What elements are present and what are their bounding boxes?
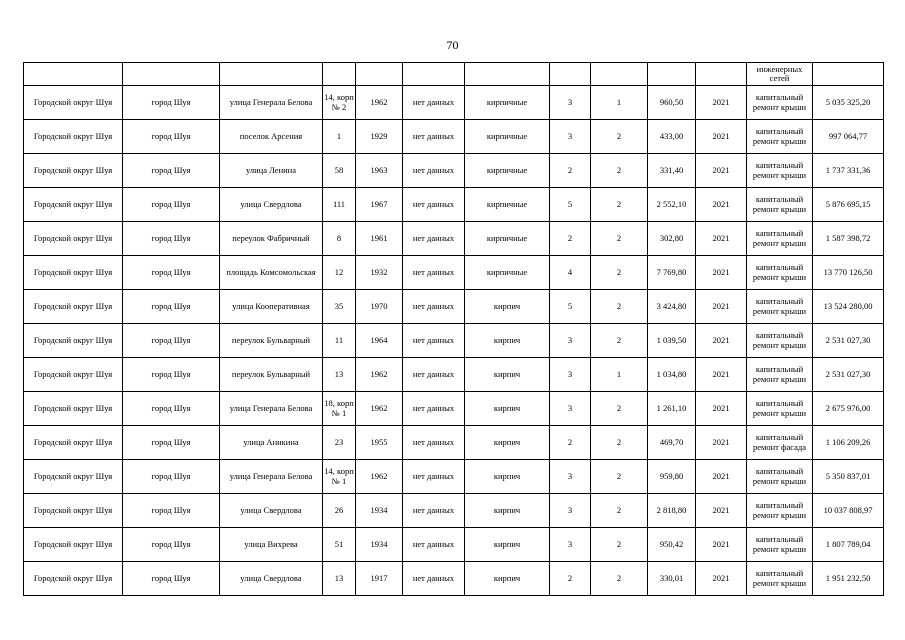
cell-street: площадь Комсомольская [220,256,323,290]
cell-area: 1 034,80 [648,358,696,392]
cell-year: 1964 [356,324,403,358]
cell-material: кирпичные [465,256,550,290]
cell-work-type: капитальный ремонт фасада [747,426,813,460]
cell-municipality: Городской округ Шуя [24,86,123,120]
cell-year: 1963 [356,154,403,188]
cell-floors: 3 [550,494,591,528]
cell-plan-year: 2021 [696,426,747,460]
cell-house: 1 [323,120,356,154]
cell-area: 1 261,10 [648,392,696,426]
cell-house: 26 [323,494,356,528]
table-row [24,562,884,596]
table-row [24,528,884,562]
cell-street: улица Генерала Белова [220,86,323,120]
cell-area [648,63,696,86]
cell-material: кирпич [465,324,550,358]
cell-work-type: капитальный ремонт крыши [747,120,813,154]
cell-year: 1934 [356,528,403,562]
cell-work-type: капитальный ремонт крыши [747,494,813,528]
cell-floors: 3 [550,460,591,494]
table-row [24,188,884,222]
cell-settlement: город Шуя [123,290,220,324]
cell-plan-year: 2021 [696,358,747,392]
cell-settlement: город Шуя [123,120,220,154]
cell-house: 35 [323,290,356,324]
cell-settlement: город Шуя [123,528,220,562]
cell-work-type: капитальный ремонт крыши [747,290,813,324]
cell-settlement: город Шуя [123,494,220,528]
cell-floors: 2 [550,154,591,188]
cell-plan-year: 2021 [696,528,747,562]
table-row [24,494,884,528]
cell-settlement [123,63,220,86]
cell-plan-year: 2021 [696,86,747,120]
cell-area: 1 039,50 [648,324,696,358]
cell-house: 11 [323,324,356,358]
cell-cost: 1 737 331,36 [813,154,884,188]
cell-material [465,63,550,86]
cell-floors [550,63,591,86]
cell-entrances: 2 [591,392,648,426]
cell-year: 1962 [356,460,403,494]
cell-municipality: Городской округ Шуя [24,324,123,358]
cell-entrances: 2 [591,256,648,290]
cell-cost: 5 035 325,20 [813,86,884,120]
cell-municipality: Городской округ Шуя [24,290,123,324]
cell-entrances: 2 [591,460,648,494]
cell-cost: 5 350 837,01 [813,460,884,494]
cell-work-type: капитальный ремонт крыши [747,324,813,358]
cell-material: кирпич [465,358,550,392]
cell-floors: 2 [550,222,591,256]
cell-house: 51 [323,528,356,562]
cell-material: кирпич [465,528,550,562]
cell-date: нет данных [403,222,465,256]
cell-entrances: 1 [591,86,648,120]
cell-work-type: капитальный ремонт крыши [747,86,813,120]
cell-area: 2 552,10 [648,188,696,222]
cell-entrances: 2 [591,120,648,154]
cell-date: нет данных [403,120,465,154]
cell-plan-year [696,63,747,86]
cell-cost: 13 524 280,00 [813,290,884,324]
cell-year: 1917 [356,562,403,596]
cell-entrances: 1 [591,358,648,392]
cell-floors: 3 [550,86,591,120]
cell-material: кирпич [465,494,550,528]
cell-material: кирпичные [465,86,550,120]
cell-cost [813,63,884,86]
cell-year: 1961 [356,222,403,256]
cell-cost: 13 770 126,50 [813,256,884,290]
table-row [24,290,884,324]
cell-material: кирпич [465,392,550,426]
cell-date: нет данных [403,256,465,290]
cell-cost: 2 531 027,30 [813,324,884,358]
cell-floors: 3 [550,528,591,562]
cell-material: кирпич [465,426,550,460]
cell-municipality: Городской округ Шуя [24,528,123,562]
cell-street: поселок Арсения [220,120,323,154]
cell-area: 433,00 [648,120,696,154]
cell-street [220,63,323,86]
cell-settlement: город Шуя [123,324,220,358]
cell-work-type: капитальный ремонт крыши [747,256,813,290]
cell-floors: 2 [550,426,591,460]
cell-area: 3 424,80 [648,290,696,324]
cell-house: 111 [323,188,356,222]
cell-street: переулок Бульварный [220,358,323,392]
cell-date: нет данных [403,324,465,358]
cell-street: улица Ленина [220,154,323,188]
table-row-continued [24,63,884,86]
cell-area: 330,01 [648,562,696,596]
cell-work-type: капитальный ремонт крыши [747,562,813,596]
cell-entrances: 2 [591,188,648,222]
cell-plan-year: 2021 [696,324,747,358]
cell-house: 14, корп № 2 [323,86,356,120]
cell-entrances: 2 [591,562,648,596]
cell-plan-year: 2021 [696,562,747,596]
cell-house: 13 [323,358,356,392]
cell-floors: 5 [550,188,591,222]
cell-street: улица Генерала Белова [220,392,323,426]
table-row [24,392,884,426]
cell-street: улица Вихрева [220,528,323,562]
cell-area: 302,80 [648,222,696,256]
cell-house: 8 [323,222,356,256]
cell-municipality: Городской округ Шуя [24,460,123,494]
cell-entrances: 2 [591,528,648,562]
cell-entrances: 2 [591,290,648,324]
cell-house: 23 [323,426,356,460]
cell-municipality: Городской округ Шуя [24,154,123,188]
cell-floors: 5 [550,290,591,324]
cell-material: кирпич [465,562,550,596]
cell-year: 1962 [356,392,403,426]
cell-year: 1962 [356,358,403,392]
cell-date: нет данных [403,358,465,392]
cell-street: переулок Бульварный [220,324,323,358]
cell-area: 2 818,80 [648,494,696,528]
table-row [24,120,884,154]
cell-settlement: город Шуя [123,256,220,290]
cell-municipality: Городской округ Шуя [24,426,123,460]
cell-settlement: город Шуя [123,392,220,426]
cell-entrances: 2 [591,222,648,256]
cell-house [323,63,356,86]
cell-floors: 3 [550,120,591,154]
cell-work-type: капитальный ремонт крыши [747,528,813,562]
cell-work-type: инженерных сетей [747,63,813,86]
cell-plan-year: 2021 [696,154,747,188]
cell-floors: 3 [550,358,591,392]
cell-year: 1934 [356,494,403,528]
cell-date: нет данных [403,494,465,528]
cell-year [356,63,403,86]
cell-cost: 997 064,77 [813,120,884,154]
cell-street: улица Свердлова [220,188,323,222]
cell-work-type: капитальный ремонт крыши [747,154,813,188]
cell-cost: 10 037 808,97 [813,494,884,528]
cell-year: 1955 [356,426,403,460]
cell-plan-year: 2021 [696,222,747,256]
cell-municipality [24,63,123,86]
cell-floors: 2 [550,562,591,596]
cell-work-type: капитальный ремонт крыши [747,460,813,494]
cell-work-type: капитальный ремонт крыши [747,222,813,256]
cell-entrances [591,63,648,86]
cell-street: улица Кооперативная [220,290,323,324]
cell-house: 18, корп № 1 [323,392,356,426]
cell-material: кирпичные [465,188,550,222]
cell-municipality: Городской округ Шуя [24,494,123,528]
cell-area: 950,42 [648,528,696,562]
cell-floors: 4 [550,256,591,290]
cell-settlement: город Шуя [123,86,220,120]
cell-date [403,63,465,86]
cell-house: 58 [323,154,356,188]
cell-settlement: город Шуя [123,154,220,188]
cell-entrances: 2 [591,154,648,188]
cell-material: кирпичные [465,222,550,256]
cell-date: нет данных [403,290,465,324]
cell-entrances: 2 [591,426,648,460]
cell-work-type: капитальный ремонт крыши [747,392,813,426]
cell-entrances: 2 [591,324,648,358]
cell-year: 1929 [356,120,403,154]
page-number: 70 [446,38,459,52]
cell-settlement: город Шуя [123,188,220,222]
cell-date: нет данных [403,562,465,596]
table-row [24,324,884,358]
cell-street: улица Аникина [220,426,323,460]
table-row [24,256,884,290]
cell-date: нет данных [403,154,465,188]
cell-year: 1932 [356,256,403,290]
cell-material: кирпичные [465,154,550,188]
table-body [24,63,884,596]
cell-settlement: город Шуя [123,426,220,460]
cell-plan-year: 2021 [696,392,747,426]
cell-date: нет данных [403,392,465,426]
table-row [24,460,884,494]
cell-area: 959,80 [648,460,696,494]
cell-work-type: капитальный ремонт крыши [747,358,813,392]
housing-register-table [23,62,884,596]
cell-municipality: Городской округ Шуя [24,358,123,392]
table-row [24,426,884,460]
cell-area: 469,70 [648,426,696,460]
cell-municipality: Городской округ Шуя [24,120,123,154]
table-row [24,222,884,256]
cell-house: 13 [323,562,356,596]
cell-plan-year: 2021 [696,460,747,494]
cell-settlement: город Шуя [123,222,220,256]
table-row [24,358,884,392]
cell-plan-year: 2021 [696,188,747,222]
cell-street: улица Свердлова [220,562,323,596]
cell-floors: 3 [550,392,591,426]
cell-plan-year: 2021 [696,120,747,154]
cell-area: 331,40 [648,154,696,188]
cell-year: 1970 [356,290,403,324]
cell-plan-year: 2021 [696,494,747,528]
cell-material: кирпичные [465,120,550,154]
cell-municipality: Городской округ Шуя [24,392,123,426]
cell-settlement: город Шуя [123,562,220,596]
cell-settlement: город Шуя [123,358,220,392]
cell-cost: 1 587 398,72 [813,222,884,256]
cell-municipality: Городской округ Шуя [24,562,123,596]
cell-house: 14, корп № 1 [323,460,356,494]
cell-cost: 2 531 027,30 [813,358,884,392]
cell-house: 12 [323,256,356,290]
cell-date: нет данных [403,86,465,120]
cell-cost: 1 951 232,50 [813,562,884,596]
cell-date: нет данных [403,188,465,222]
cell-municipality: Городской округ Шуя [24,256,123,290]
cell-settlement: город Шуя [123,460,220,494]
cell-street: переулок Фабричный [220,222,323,256]
cell-street: улица Генерала Белова [220,460,323,494]
cell-area: 7 769,80 [648,256,696,290]
cell-cost: 1 106 209,26 [813,426,884,460]
cell-plan-year: 2021 [696,290,747,324]
cell-plan-year: 2021 [696,256,747,290]
cell-date: нет данных [403,528,465,562]
cell-material: кирпич [465,290,550,324]
cell-area: 960,50 [648,86,696,120]
cell-cost: 5 876 695,15 [813,188,884,222]
cell-street: улица Свердлова [220,494,323,528]
cell-entrances: 2 [591,494,648,528]
cell-year: 1962 [356,86,403,120]
cell-year: 1967 [356,188,403,222]
cell-work-type: капитальный ремонт крыши [747,188,813,222]
cell-date: нет данных [403,426,465,460]
cell-floors: 3 [550,324,591,358]
cell-cost: 2 675 976,00 [813,392,884,426]
table-row [24,86,884,120]
cell-date: нет данных [403,460,465,494]
cell-municipality: Городской округ Шуя [24,222,123,256]
cell-material: кирпич [465,460,550,494]
table-row [24,154,884,188]
cell-municipality: Городской округ Шуя [24,188,123,222]
cell-cost: 1 807 789,04 [813,528,884,562]
